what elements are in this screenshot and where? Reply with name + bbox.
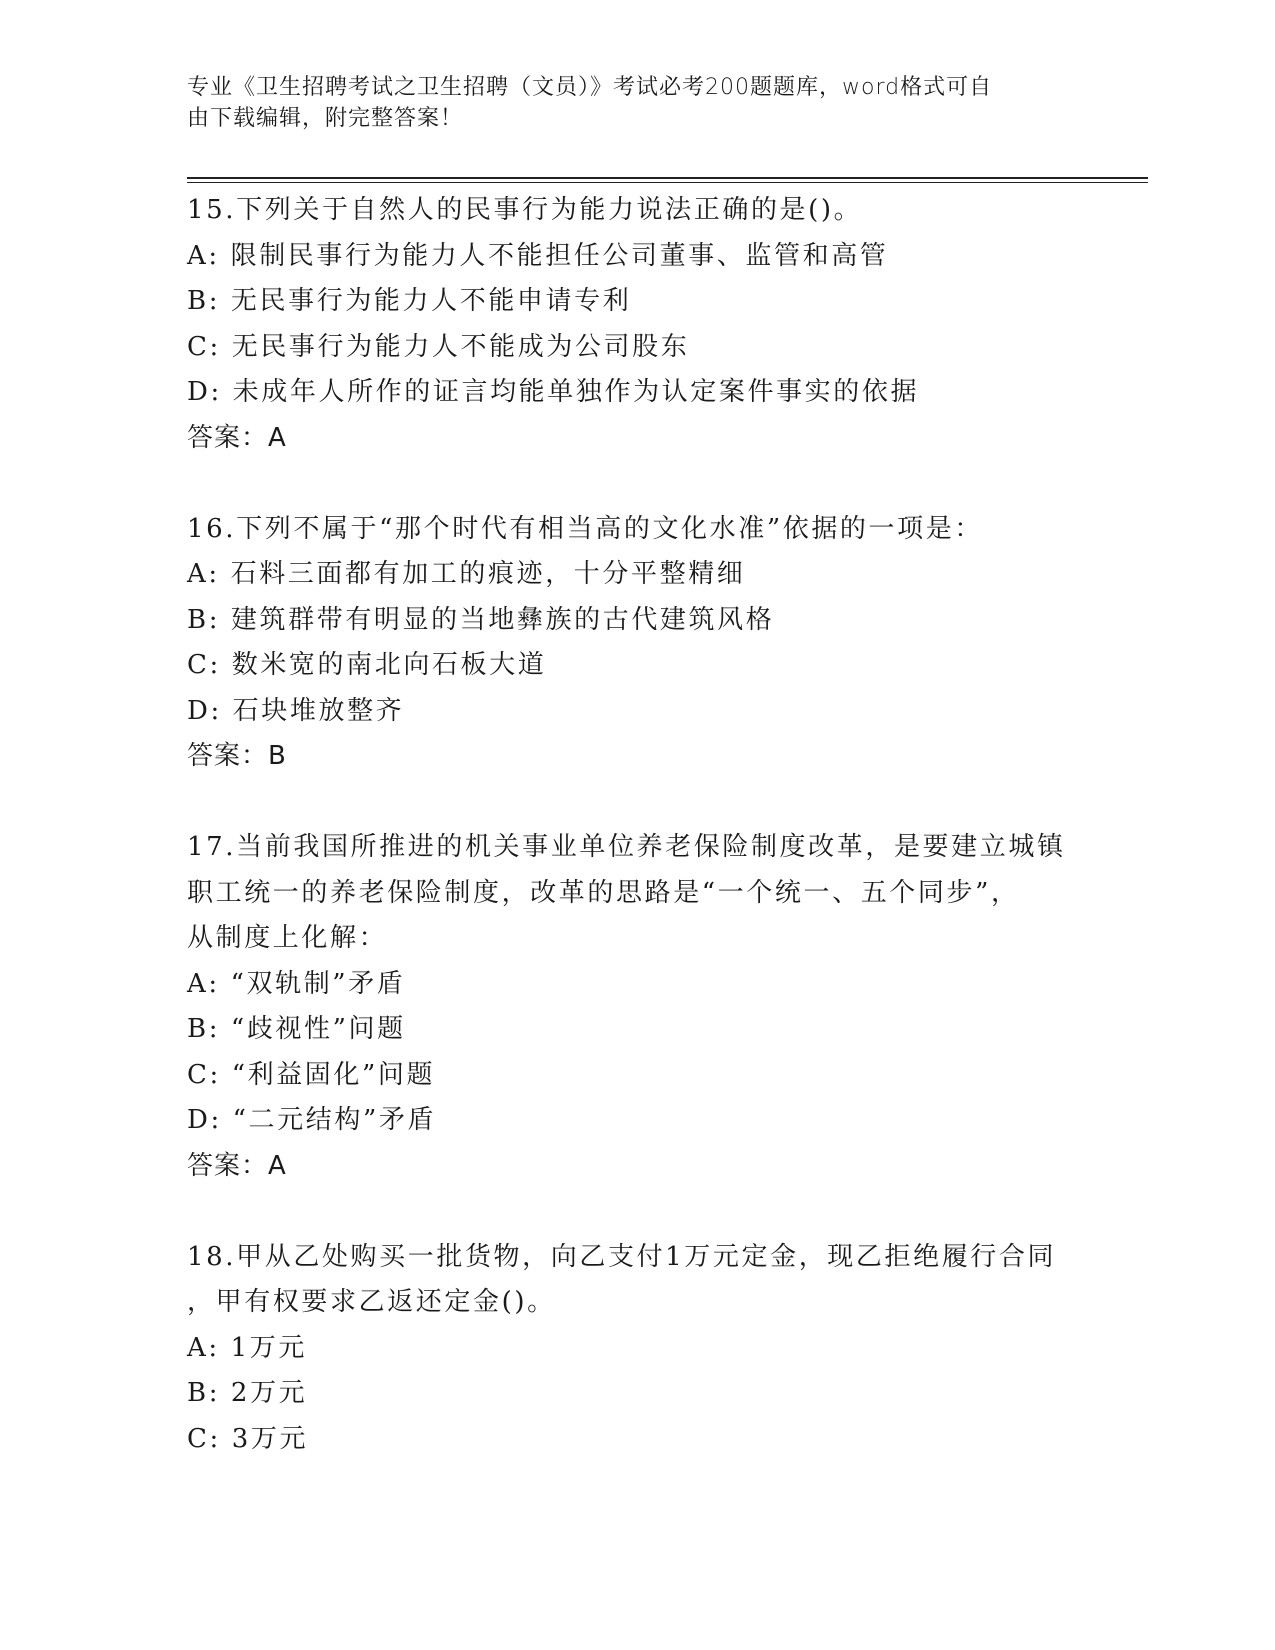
header-divider-thick <box>187 177 1148 179</box>
question-stem: 15.下列关于自然人的民事行为能力说法正确的是()。 <box>187 195 863 225</box>
question-item <box>187 188 1087 461</box>
question-stem: ，甲有权要求乙返还定金()。 <box>187 1287 556 1317</box>
question-stem: 17.当前我国所推进的机关事业单位养老保险制度改革，是要建立城镇 <box>187 832 1066 862</box>
question-item <box>187 507 1087 780</box>
question-spacer <box>187 780 1087 826</box>
answer-label: 答案：B <box>187 741 287 771</box>
question-stem: 16.下列不属于“那个时代有相当高的文化水准”依据的一项是： <box>187 513 983 544</box>
option-d: D: 石块堆放整齐 <box>187 695 405 726</box>
question-spacer <box>187 1189 1087 1235</box>
option-a: A: 1万元 <box>187 1332 307 1363</box>
answer-label: 答案：A <box>187 1150 287 1181</box>
option-b: B: 建筑群带有明显的当地彝族的古代建筑风格 <box>187 604 775 635</box>
question-stem: 职工统一的养老保险制度，改革的思路是“一个统一、五个同步”， <box>187 877 1020 908</box>
document-header <box>187 72 1067 134</box>
option-b: B: 无民事行为能力人不能申请专利 <box>187 286 632 316</box>
question-list <box>187 188 1087 1462</box>
header-line: 专业《卫生招聘考试之卫生招聘（文员）》考试必考200题题库，word格式可自 <box>187 75 993 100</box>
option-a: A: 限制民事行为能力人不能担任公司董事、监管和高管 <box>187 240 889 271</box>
answer-label: 答案：A <box>187 422 287 453</box>
question-item <box>187 825 1087 1189</box>
question-stem: 18.甲从乙处购买一批货物，向乙支付1万元定金，现乙拒绝履行合同 <box>187 1241 1057 1272</box>
option-c: C: 无民事行为能力人不能成为公司股东 <box>187 331 690 362</box>
option-d: D: 未成年人所作的证言均能单独作为认定案件事实的依据 <box>187 377 920 407</box>
option-b: B: 2万元 <box>187 1378 308 1408</box>
header-line: 由下载编辑，附完整答案！ <box>187 106 464 131</box>
option-d: D: “二元结构”矛盾 <box>187 1105 437 1135</box>
option-a: A: 石料三面都有加工的痕迹，十分平整精细 <box>187 559 746 589</box>
option-c: C: 数米宽的南北向石板大道 <box>187 650 547 680</box>
header-divider-thin <box>187 182 1148 183</box>
option-b: B: “歧视性”问题 <box>187 1014 406 1044</box>
question-spacer <box>187 461 1087 507</box>
question-stem: 从制度上化解： <box>187 923 388 953</box>
option-c: C: “利益固化”问题 <box>187 1059 436 1090</box>
question-item <box>187 1235 1087 1463</box>
option-a: A: “双轨制”矛盾 <box>187 968 406 999</box>
option-c: C: 3万元 <box>187 1423 309 1454</box>
